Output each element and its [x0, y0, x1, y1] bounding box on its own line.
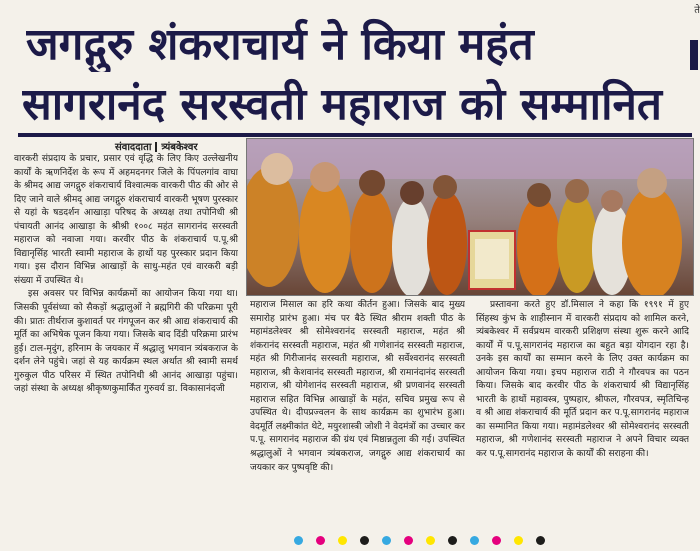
headline-line-2: सागरानंद सरस्वती महाराज को सम्मानित	[22, 79, 662, 130]
registration-dot	[514, 536, 523, 545]
column-1-paragraph-2: इस अवसर पर विभिन्न कार्यक्रमों का आयोजन किया गया था। जिसकी पूर्वसंध्या को सैकड़ों श्रद्धालुओं ने ब्रह्मगिरी की परिक्रमा पूरी की। प्रातः तीर्थराज कुशावर्त पर गंगपूजन कर श्री आद्य शंकराचार्य की मूर्ति का अभिषेक पूजन किया गया। जिसके बाद दिंडी परिक्रमा प्रारंभ हुई। टाल-मृदुंग, हरिनाम के जयकार में श्रद्धालु भगवान त्र्यंबकराज के दर्शन लेने पहुंचे। जहां से यह कार्यक्रम स्थल अर्थात श्री स्वामी समर्थ गुरुकुल पीठ परिसर में स्थित तपोनिधी श्री आनंद आखाड़ा पहुंचा। जहां संस्था के अध्यक्ष श्रीकृष्णकुमार्किंत गुरुवर्य डा. विकासानंदजी	[14, 289, 238, 395]
registration-dot	[426, 536, 435, 545]
registration-dot	[536, 536, 545, 545]
ceremony-photo-illustration	[247, 139, 693, 295]
article-column-3	[476, 299, 689, 535]
registration-dot	[360, 536, 369, 545]
headline-line-1: जगद्गुरु शंकराचार्य ने किया महंत	[26, 19, 534, 70]
byline-separator	[155, 142, 157, 152]
byline-author: संवाददाता	[115, 142, 152, 153]
registration-dot	[492, 536, 501, 545]
headline-rule	[18, 133, 692, 137]
print-color-registration-bar	[294, 536, 554, 546]
registration-dot	[448, 536, 457, 545]
column-2-paragraph-1: महाराज मिसाल का हरि कथा कीर्तन हुआ। जिसके बाद मुख्य समारोह प्रारंभ हुआ। मंच पर बैठे स्थित श्रीराम शक्ती पीठ के महामंडलेश्वर श्री सोमेश्वरानंद सरस्वती महाराज, महंत श्री शंकरानंद सरस्वती महाराज, महंत श्री गणेशानंद सरस्वती महाराज, महंत श्री गिरीजानंद सरस्वती महाराज, श्री सर्वेश्वरानंद सरस्वती महाराज, श्री केशवानंद सरस्वती महाराज, श्री रामानंदानंद सरस्वती महाराज, श्री योगेशानंद सरस्वती महाराज, श्री प्रणवानंद सरस्वती महाराज सहित विभिन्न आखाड़ों के महंत, सचिव प्रमुख रूप से उपस्थित थे। दीपप्रज्वलन के साथ कार्यक्रम का शुभारंभ हुआ। वेदमूर्ति लक्ष्मीकांत थेटे, मयुरशास्त्री जोशी ने वेदमंत्रों का उच्चार कर प.पू. सागरानंद महाराज की ग्रंथ एवं मिष्ठान्नतुला की गई। उपस्थित श्रद्धालुओं ने भगवान त्र्यंबकराज, जगद्गुरु आद्य शंकराचार्य का जयकार कर पुष्पवृष्टि की।	[250, 300, 465, 473]
registration-dot	[404, 536, 413, 545]
ceremony-photo	[246, 138, 694, 296]
registration-dot	[470, 536, 479, 545]
registration-dot	[338, 536, 347, 545]
article-column-2	[250, 299, 465, 545]
byline	[115, 139, 198, 153]
registration-dot	[316, 536, 325, 545]
byline-place: त्र्यंबकेश्वर	[161, 142, 198, 153]
column-3-paragraph-1: प्रस्तावना करते हुए डॉ.मिसाल ने कहा कि १९९१ में हुए सिंहस्थ कुंभ के शाहीस्नान में वारकरी संप्रदाय को शामिल करने, त्र्यंबकेश्वर में सर्वप्रथम वारकरी प्रशिक्षण संस्था शुरू करने आदि कार्यों में प.पू.सागरानंद महाराज का बहुत बड़ा योगदान रहा है। उनके इस कार्यों का सम्मान करने के लिए उक्त कार्यक्रम का आयोजन किया गया। इचप महाराज राठी ने गौरवपत्र का पठन किया। जिसके बाद करवीर पीठ के शंकराचार्य श्री विद्यानृसिंह भारती के हाथों महावस्त्र, पुष्पहार, श्रीफल, गौरवपत्र, स्मृतिचिन्ह व श्री आद्य शंकराचार्य की मूर्ति प्रदान कर प.पू.सागरानंद महाराज का सम्मानित किया गया। महामंडलेश्वर श्री सोमेश्वरानंद सरस्वती महाराज, श्री गणेशानंद सरस्वती महाराज ने अपने विचार व्यक्त कर प.पू.सागरानंद महाराज के कार्यों की सराहना की।	[476, 300, 689, 460]
article-column-1	[14, 153, 238, 545]
edge-glyph: ते	[694, 5, 700, 16]
registration-dot	[294, 536, 303, 545]
registration-dot	[382, 536, 391, 545]
column-1-paragraph-1: वारकरी संप्रदाय के प्रचार, प्रसार एवं वृद्धि के लिए किए उल्लेखनीय कार्यों के ऋणनिर्देश के रूप में अहमदनगर जिले के पिंपलगांव वाघा के श्रीमद आद्य जगद्गुरु शंकराचार्य विश्वात्मक वारकरी पीठ की ओर से दिए जाने वाले श्रीमद् आद्य जगद्गुरु शंकराचार्य वारकरी भूषण पुरस्कार से यहां के षडदर्शन आखाड़ा परिषद के अध्यक्ष तथा तपोनिधी श्री पंचायती आनंद आखाड़ा के श्रीश्री १००८ महंत सागरानंद सरस्वती महाराज को नवाजा गया। करवीर पीठ के शंकराचार्य प.पू.श्री विद्यानृसिंह भारती स्वामी महाराज के हाथों यह पुरस्कार प्रदान किया गया। इस दौरान विभिन्न आखाड़ों के साधु-महंत एवं वारकरी बड़ी संख्या में उपस्थित थे।	[14, 154, 238, 286]
edge-mark	[690, 40, 698, 70]
